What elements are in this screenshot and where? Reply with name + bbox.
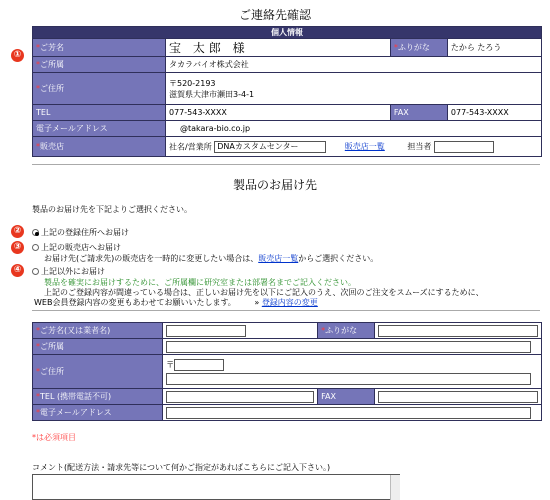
form-address-label: *ご住所 — [33, 355, 163, 389]
tel-label: TEL — [33, 105, 166, 121]
form-address-cell — [163, 355, 542, 389]
affiliation-label: *ご所属 — [33, 57, 166, 73]
form-fax-cell — [375, 389, 542, 405]
address-value — [166, 73, 542, 105]
email-label: 電子メールアドレス — [33, 121, 166, 137]
divider-2 — [32, 310, 540, 311]
marker-3: ③ — [11, 241, 24, 254]
divider — [32, 164, 540, 165]
form-email-input[interactable] — [166, 407, 531, 419]
dealer-label: *販売店 — [33, 137, 166, 157]
dealer-person-label: 担当者 — [407, 142, 432, 151]
delivery-title: 製品のお届け先 — [232, 178, 317, 192]
option-registered-address[interactable]: 上記の登録住所へお届け — [32, 227, 129, 238]
dealer-note: お届け先(ご請求先)の販売店を一時的に変更したい場合は、販売店一覧からご選択ください。 — [44, 254, 379, 263]
postal-value: 〒520-2193 — [169, 78, 216, 88]
form-name-cell — [163, 323, 318, 339]
fax-value: 077-543-XXXX — [447, 105, 541, 121]
form-fax-input[interactable] — [378, 391, 538, 403]
form-email-cell — [163, 405, 542, 421]
kana-value: たから たろう — [447, 39, 541, 57]
other-note-green: 製品を確実にお届けするために、ご所属欄に研究室または部署名までご記入ください。 — [44, 278, 356, 287]
radio-dealer[interactable] — [32, 244, 39, 251]
address-label: *ご住所 — [33, 73, 166, 105]
postal-mark: 〒 — [166, 360, 175, 369]
form-tel-input[interactable] — [166, 391, 314, 403]
marker-1: ① — [11, 49, 24, 62]
form-affiliation-cell — [163, 339, 542, 355]
delivery-instruction: 製品のお届け先を下記よりご選択ください。 — [32, 205, 192, 214]
form-fax-label: FAX — [318, 389, 375, 405]
option-dealer[interactable]: 上記の販売店へお届け — [32, 242, 121, 253]
form-name-input[interactable] — [166, 325, 246, 337]
dealer-company-label: 社名/営業所 — [169, 142, 212, 151]
form-email-label: *電子メールアドレス — [33, 405, 163, 421]
dealer-person-input[interactable] — [434, 141, 494, 153]
marker-4: ④ — [11, 264, 24, 277]
other-note-line2: 上記のご登録内容が間違っている場合は、正しいお届け先を以下にご記入のうえ、次回のご注文をスムーズにするために、 — [44, 288, 484, 297]
form-tel-label: *TEL (携帯電話不可) — [33, 389, 163, 405]
form-tel-cell — [163, 389, 318, 405]
form-postal-input[interactable] — [174, 359, 224, 371]
affiliation-value: タカラバイオ株式会社 — [166, 57, 542, 73]
dealer-list-link[interactable]: 販売店一覧 — [344, 142, 385, 151]
change-registration-link[interactable]: 登録内容の変更 — [261, 298, 318, 307]
email-value: @takara-bio.co.jp — [166, 121, 542, 137]
form-name-label: *ご芳名(又は業者名) — [33, 323, 163, 339]
dealer-value — [166, 137, 542, 157]
confirm-title: ご連絡先確認 — [238, 8, 311, 22]
name-label: *ご芳名 — [33, 39, 166, 57]
tel-value: 077-543-XXXX — [166, 105, 391, 121]
change-arrow: » — [254, 298, 260, 307]
name-value: 宝 太郎 様 — [166, 39, 391, 57]
marker-2: ② — [11, 225, 24, 238]
form-address-input[interactable] — [166, 373, 531, 385]
radio-registered-address[interactable] — [32, 229, 39, 236]
personal-info-header: 個人情報 — [33, 27, 542, 39]
comment-scrollbar[interactable] — [390, 475, 400, 500]
fax-label: FAX — [390, 105, 447, 121]
confirm-table — [32, 26, 542, 157]
form-kana-cell — [375, 323, 542, 339]
form-kana-input[interactable] — [378, 325, 538, 337]
option-other[interactable]: 上記以外にお届け — [32, 266, 105, 277]
comment-label: コメント(配送方法・請求先等について何かご指定があればこちらにご記入下さい。) — [32, 463, 331, 472]
form-affiliation-label: *ご所属 — [33, 339, 163, 355]
radio-other[interactable] — [32, 268, 39, 275]
dealer-company-input[interactable]: DNAカスタムセンター — [214, 141, 326, 153]
kana-label: *ふりがな — [390, 39, 447, 57]
required-note: *は必須項目 — [32, 433, 76, 442]
comment-textarea[interactable] — [32, 474, 400, 500]
other-note-line3: WEB会員登録内容の変更もあわせてお願いいたします。 » 登録内容の変更 — [34, 298, 318, 307]
street-value: 滋賀県大津市瀬田3-4-1 — [169, 89, 255, 99]
delivery-form — [32, 322, 542, 421]
dealer-note-link[interactable]: 販売店一覧 — [258, 254, 299, 263]
form-kana-label: *ふりがな — [318, 323, 375, 339]
form-affiliation-input[interactable] — [166, 341, 531, 353]
